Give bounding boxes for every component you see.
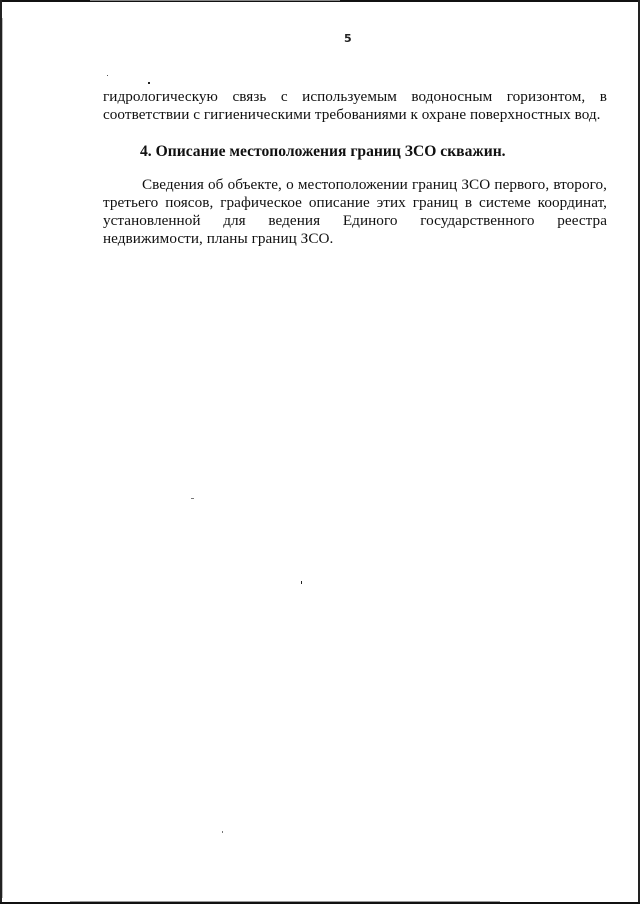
scan-speck xyxy=(148,82,150,84)
page-number: 5 xyxy=(344,32,352,45)
scan-speck xyxy=(107,75,108,76)
text-line: Сведения об объекте, о местоположении границ ЗСО первого, второго, xyxy=(142,176,607,193)
paragraph-continuation xyxy=(103,88,607,124)
paragraph-section-4 xyxy=(103,176,607,248)
scan-speck xyxy=(301,581,302,584)
text-line: недвижимости, планы границ ЗСО. xyxy=(103,230,334,247)
section-heading: 4. Описание местоположения границ ЗСО скважин. xyxy=(140,143,506,160)
scan-border-bottom-shade xyxy=(70,901,500,902)
scan-speck xyxy=(191,498,194,499)
text-line: гидрологическую связь с используемым водоносным горизонтом, в xyxy=(103,88,607,105)
text-line: соответствии с гигиеническими требованиями к охране поверхностных вод. xyxy=(103,106,601,123)
text-line: третьего поясов, графическое описание этих границ в системе координат, xyxy=(103,194,607,211)
text-line: установленной для ведения Единого государственного реестра xyxy=(103,212,607,229)
scan-speck xyxy=(222,831,223,833)
scan-border-top-shade xyxy=(90,0,340,1)
scan-border-left-shade xyxy=(2,18,3,898)
